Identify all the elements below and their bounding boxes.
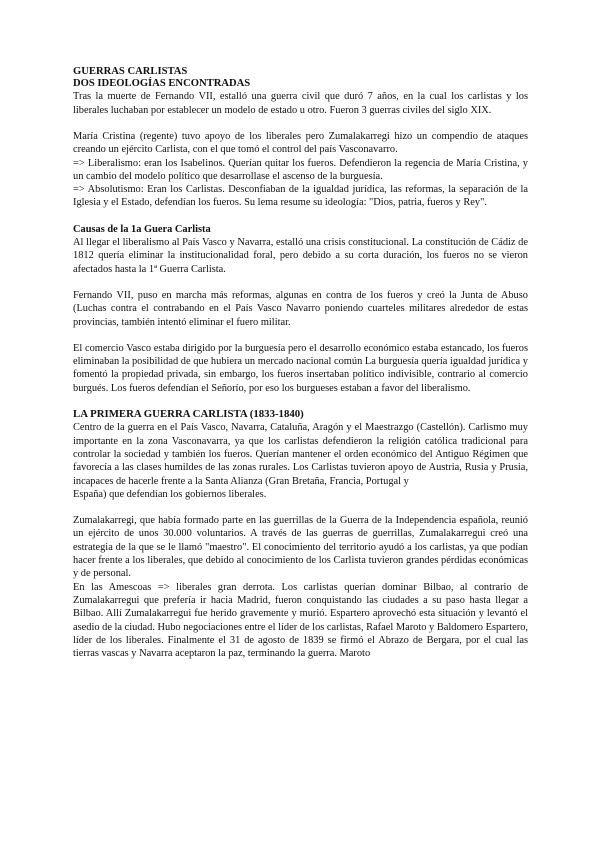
cristina-paragraph: María Cristina (regente) tuvo apoyo de los liberales pero Zumalakarregi hizo un compendio de ataques creando un ejército Carlista, con el que tomó el control del país Vasconavarro. (73, 131, 528, 156)
absolutismo-paragraph: => Absolutismo: Eran los Carlistas. Desconfiaban de la igualdad jurídica, las reformas, la separación de la Iglesia y el Estado, defendían los fueros. Su lema resume su ideología: "Dios, patria, fueros y Rey". (73, 184, 528, 209)
document-title-line-2: DOS IDEOLOGÍAS ENCONTRADAS (73, 78, 251, 90)
causas-paragraph-2: Fernando VII, puso en marcha más reformas, algunas en contra de los fueros y creó la Junta de Abuso (Luchas contra el contrabando en el País Vasco Navarro poniendo cuarteles militares alrededor de estas provincias, también intentó eliminar el fuero militar. (73, 289, 528, 328)
primera-guerra-paragraph-1: Centro de la guerra en el País Vasco, Navarra, Cataluña, Aragón y el Maestrazgo (Castellón). Carlismo muy importante en la zona Vasconavarra, ya que los carlistas defendieron la religión católica tradicional para controlar la sociedad y también los fueros. Querían mantener el orden económico del Antiguo Régimen que favorecía a las clases humildes de las zonas rurales. Los Carlistas tuvieron apoyo de Austria, Rusia y Prusia, incapaces de hacerle frente a la Santa Alianza (Gran Bretaña, Francia, Portugal y (73, 422, 528, 487)
causas-heading: Causas de la 1a Guera Carlista (73, 223, 211, 235)
spacer (73, 395, 528, 408)
causas-paragraph-1: Al llegar el liberalismo al País Vasco y Navarra, estalló una crisis constitucional. La constitución de Cádiz de 1812 quería eliminar la institucionalidad foral, pero debido a su corta duración, los fueros no se vieron afectados hasta la 1ª Guerra Carlista. (73, 237, 528, 275)
primera-guerra-paragraph-2: Zumalakarregi, que había formado parte en las guerrillas de la Guerra de la Independencia española, reunió un ejército de unos 30.000 voluntarios. A través de las guerras de guerrillas, Zumalakarregui creó una estrategia de la que se le llamó "maestro". El conocimiento del territorio ayudó a los carlistas, ya que podían hacer frente a los liberales, que debido al conocimiento de los Carlista tuvieron grandes pérdidas económicas y de personal. (73, 515, 528, 580)
spacer (73, 276, 528, 289)
primera-guerra-paragraph-1b: España) que defendían los gobiernos liberales. (73, 488, 267, 500)
primera-guerra-heading: LA PRIMERA GUERRA CARLISTA (1833-1840) (73, 408, 304, 421)
spacer (73, 210, 528, 223)
primera-guerra-paragraph-3: En las Amescoas => liberales gran derrota. Los carlistas querían dominar Bilbao, al contrario de Zumalakarregui que prefería ir hacia Madrid, fueron conquistando las ciudades a su paso hasta llegar a Bilbao. Allí Zumalakarregui fue herido gravemente y murió. Espartero aprovechó esta situación y levantó el asedio de la ciudad. Hubo negociaciones entre el líder de los carlistas, Rafael Maroto y Baldomero Espartero, líder de los liberales. Finalmente el 31 de agosto de 1839 se firmó el Abrazo de Bergara, por el cual las tierras vascas y Navarra aceptaron la paz, terminando la guerra. Maroto (73, 581, 529, 660)
document-title-line-1: GUERRAS CARLISTAS (73, 66, 188, 77)
spacer (73, 501, 528, 514)
spacer (73, 329, 528, 342)
intro-paragraph: Tras la muerte de Fernando VII, estalló una guerra civil que duró 7 años, en la cual los carlistas y los liberales luchaban por establecer un modelo de estado u otro. Fueron 3 guerras civiles del siglo XIX. (73, 91, 528, 116)
liberalismo-paragraph: => Liberalismo: eran los Isabelinos. Querían quitar los fueros. Defendieron la regencia de María Cristina, y un cambio del modelo político que desarrollase el ascenso de la burguesía. (73, 157, 528, 182)
spacer (73, 117, 528, 130)
causas-paragraph-3: El comercio Vasco estaba dirigido por la burguesía pero el desarrollo económico estaba estancado, los fueros eliminaban la posibilidad de que hubiera un mercado nacional común La burguesía quería igualdad jurídica y fomentó la propiedad privada, sin embargo, los fueros insertaban político indivisible, contrario al comercio burgués. Los fueros defendían el Señorío, por eso los burgueses estaban a favor del liberalismo. (73, 342, 528, 394)
